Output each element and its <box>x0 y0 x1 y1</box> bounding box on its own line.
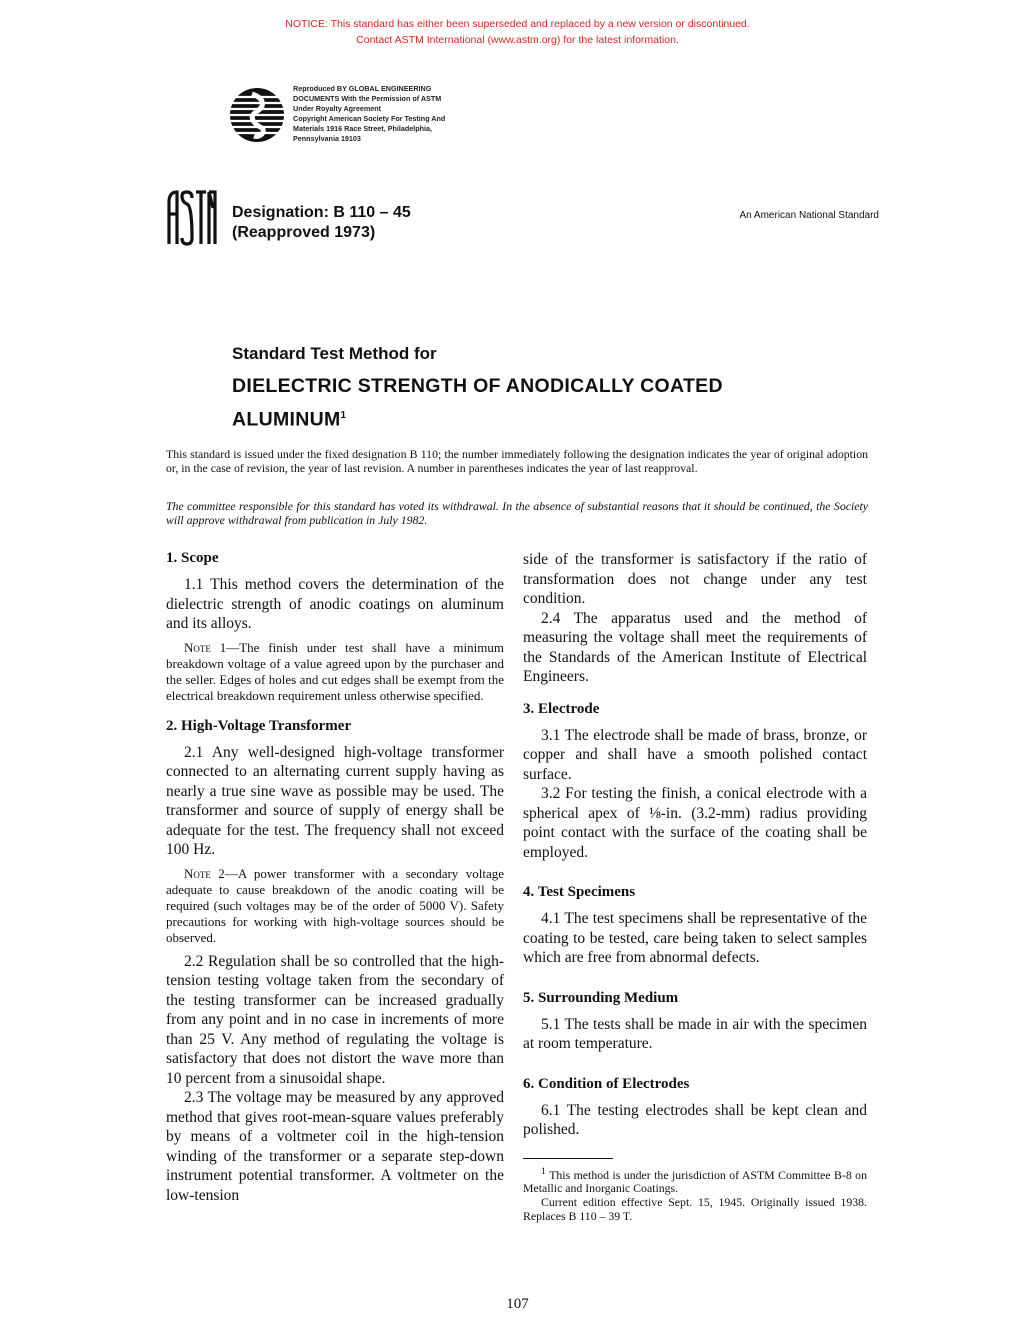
footnote-divider <box>523 1158 613 1159</box>
paragraph: 1.1 This method covers the determination of the dielectric strength of anodic coatings on aluminum and its alloys. <box>166 576 504 632</box>
note-2 <box>166 866 504 946</box>
repro-line: Reproduced BY GLOBAL ENGINEERING <box>293 84 432 93</box>
title-footnote-mark: 1 <box>340 410 347 421</box>
paragraph: 5.1 The tests shall be made in air with the specimen at room temperature. <box>523 1015 867 1052</box>
section-heading: 5. Surrounding Medium <box>523 989 679 1006</box>
designation: Designation: B 110 – 45 <box>232 204 411 221</box>
paragraph: 4.1 The test specimens shall be representative of the coating to be tested, care being taken to select samples which are free from abnormal defects. <box>523 910 867 966</box>
repro-line: Copyright American Society For Testing And <box>293 114 446 123</box>
american-national-standard: An American National Standard <box>739 210 879 221</box>
note-1 <box>166 640 504 704</box>
issued-statement: This standard is issued under the fixed designation B 110; the number immediately following the designation indicates the year of original adoption or, in the case of revision, the year of last revision. A number in parentheses indicates the year of last reapproval. <box>166 447 868 475</box>
left-column <box>166 550 504 1205</box>
page-title <box>232 372 872 435</box>
note-label: Note 1 <box>184 639 227 655</box>
paragraph: 2.1 Any well-designed high-voltage transformer connected to an alternating current supply having as nearly a true sine wave as possible may be used. The transformer and source of supply of energy shall be adequate for the test. The frequency shall not exceed 100 Hz. <box>166 743 504 858</box>
reproduction-notice <box>293 84 473 144</box>
note-text: —The finish under test shall have a minimum breakdown voltage of a value agreed upon by the purchaser and the seller. Edges of holes and cut edges shall be exempt from the electrical breakdown requirement unless otherwise specified. <box>166 639 504 703</box>
right-column <box>523 550 867 1223</box>
repro-line: Materials 1916 Race Street, Philadelphia, <box>293 124 433 133</box>
designation-block <box>232 203 411 243</box>
astm-logo-icon <box>165 188 217 248</box>
title-line-1: DIELECTRIC STRENGTH OF ANODICALLY COATED <box>232 375 723 397</box>
repro-line: DOCUMENTS With the Permission of ASTM <box>293 94 442 103</box>
section-heading: 3. Electrode <box>523 700 600 717</box>
paragraph: 2.3 The voltage may be measured by any approved method that gives root-mean-square values preferably by means of a voltmeter coil in the high-tension winding of the transformer or a separate step-down instrument potential transformer. A voltmeter on the low-tension <box>166 1089 504 1204</box>
paragraph: 2.2 Regulation shall be so controlled that the high-tension testing voltage taken from the secondary of the testing transformer can be increased gradually from any point and in no case in increments of more than 25 V. Any method of regulating the voltage is satisfactory that does not distort the wave more than 10 percent from a sinusoidal shape. <box>166 952 504 1087</box>
footnote-line-2: Current edition effective Sept. 15, 1945. Originally issued 1938. Replaces B 110 – 39 T. <box>523 1195 867 1224</box>
section-heading: 1. Scope <box>166 550 219 566</box>
withdrawal-notice <box>0 16 1035 48</box>
reapproved: (Reapproved 1973) <box>232 224 376 241</box>
paragraph: 2.4 The apparatus used and the method of measuring the voltage shall meet the requirements of the Standards of the American Institute of Electrical Engineers. <box>523 609 867 685</box>
page-number: 107 <box>506 1296 529 1312</box>
notice-line-2: Contact ASTM International (www.astm.org) for the latest information. <box>356 34 679 46</box>
section-heading: 6. Condition of Electrodes <box>523 1075 690 1092</box>
section-heading: 4. Test Specimens <box>523 884 636 900</box>
section-heading: 2. High-Voltage Transformer <box>166 717 352 734</box>
title-pre: Standard Test Method for <box>232 344 437 363</box>
note-text: —A power transformer with a secondary voltage adequate to cause breakdown of the anodic coating will be required (such voltages may be of the order of 5000 V). Safety precautions for working with high-voltage sources should be observed. <box>166 865 504 945</box>
paragraph: 3.2 For testing the finish, a conical electrode with a spherical apex of ⅛-in. (3.2-mm) radius providing point contact with the surface of the coating shall be employed. <box>523 785 867 861</box>
repro-line: Pennsylvania 19103 <box>293 134 361 143</box>
paragraph: 6.1 The testing electrodes shall be kept clean and polished. <box>523 1101 867 1138</box>
footnote-line-1 <box>523 1165 867 1196</box>
paragraph: 3.1 The electrode shall be made of brass, bronze, or copper and shall have a smooth polished contact surface. <box>523 726 867 783</box>
footnote-mark: 1 <box>541 1165 546 1177</box>
paragraph: side of the transformer is satisfactory if the ratio of transformation does not change under any test condition. <box>523 551 867 607</box>
global-engineering-logo-icon <box>226 84 288 146</box>
repro-line: Under Royalty Agreement <box>293 104 382 113</box>
committee-statement: The committee responsible for this standard has voted its withdrawal. In the absence of substantial reasons that it should be continued, the Society will approve withdrawal from publication in July 1982. <box>166 499 868 527</box>
footnote <box>523 1165 867 1224</box>
title-line-2-text: ALUMINUM <box>232 408 341 431</box>
note-label: Note 2 <box>184 865 225 881</box>
title-line-2 <box>232 401 872 435</box>
footnote-text-1: This method is under the jurisdiction of ASTM Committee B-8 on Metallic and Inorganic Coatings. <box>523 1167 867 1196</box>
notice-line-1: NOTICE: This standard has either been superseded and replaced by a new version or discontinued. <box>285 18 750 30</box>
